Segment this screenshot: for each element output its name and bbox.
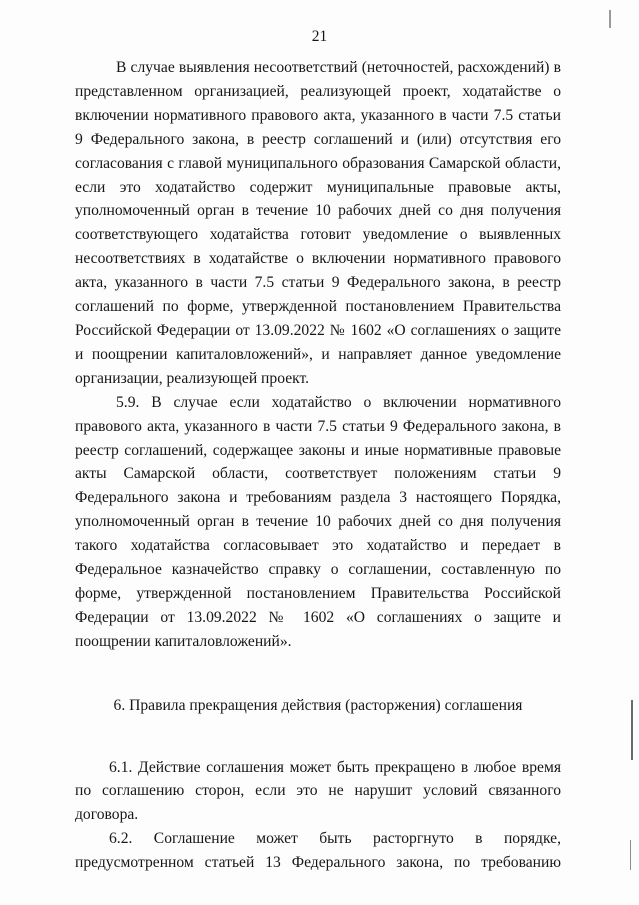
section-heading: 6. Правила прекращения действия (расторжения) соглашения [113,696,523,714]
document-body [75,56,561,875]
scan-artifact [609,10,611,28]
paragraph-inconsistencies: В случае выявления несоответствий (неточностей, расхождений) в представленном организацией, реализующей проект, ходатайстве о включении нормативного правового акта, указанного в части 7.5 статьи 9 Федерального закона, в реестр соглашений и (или) отсутствия его согласования с главой муниципального образования Самарской области, если это ходатайство содержит муниципальные правовые акты, уполномоченный орган в течение 10 рабочих дней со дня получения соответствующего ходатайства готовит уведомление о выявленных несоответствиях в ходатайстве о включении нормативного правового акта, указанного в части 7.5 статьи 9 Федерального закона, в реестр соглашений по форме, утвержденной постановлением Правительства Российской Федерации от 13.09.2022 № 1602 «О соглашениях о защите и поощрении капиталовложений», и направляет данное уведомление организации, реализующей проект. [75,59,561,387]
paragraph-6-1: 6.1. Действие соглашения может быть прекращено в любое время по соглашению сторон, если это не нарушит условий связанного договора. [75,758,561,824]
scan-artifact [631,700,633,760]
scan-artifact [630,840,631,870]
paragraph-5-9: 5.9. В случае если ходатайство о включении нормативного правового акта, указанного в части 7.5 статьи 9 Федерального закона, в реестр соглашений, содержащее законы и иные нормативные правовые акты Самарской области, соответствует положениям статьи 9 Федерального закона и требованиям раздела 3 настоящего Порядка, уполномоченный орган в течение 10 рабочих дней со дня получения такого ходатайства согласовывает это ходатайство и передает в Федеральное казначейство справку о соглашении, составленную по форме, утвержденной постановлением Правительства Российской Федерации от 13.09.2022 № 1602 «О соглашениях о защите и поощрении капиталовложений». [75,393,561,650]
paragraph-6-2: 6.2. Соглашение может быть расторгнуто в порядке, предусмотренном статьей 13 Федерального закона, по требованию [75,830,561,872]
page-number: 21 [311,28,328,45]
